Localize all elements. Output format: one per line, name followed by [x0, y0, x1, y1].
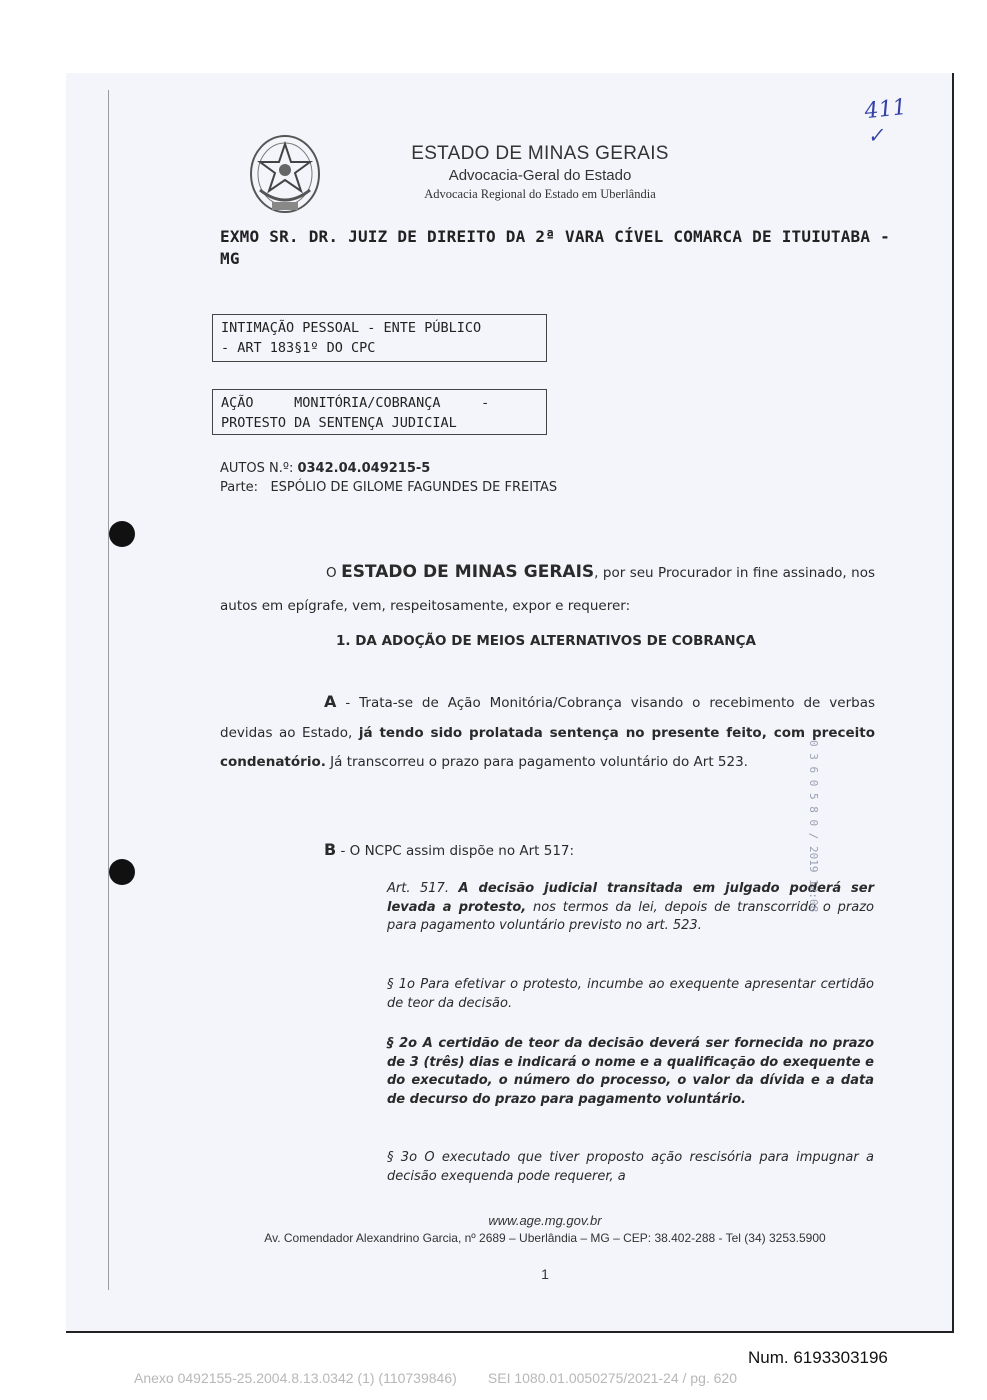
addressee: EXMO SR. DR. JUIZ DE DIREITO DA 2ª VARA CÍVEL COMARCA DE ITUIUTABA - MG — [220, 227, 890, 268]
intro-paragraph: O ESTADO DE MINAS GERAIS, por seu Procurador in fine assinado, nos autos em epígrafe, vem, respeitosamente, expor e requerer: — [220, 562, 875, 614]
paragraph-b: B - O NCPC assim dispõe no Art 517: — [324, 840, 575, 859]
parte-value: ESPÓLIO DE GILOME FAGUNDES DE FREITAS — [270, 480, 558, 495]
autos-number: 0342.04.049215-5 — [297, 461, 431, 476]
quote-paragraph-1: § 1o Para efetivar o protesto, incumbe ao exequente apresentar certidão de teor da decisão. — [387, 977, 874, 1011]
notice-box-line1: AÇÃO MONITÓRIA/COBRANÇA - — [221, 395, 490, 411]
section-title: 1. DA ADOÇÃO DE MEIOS ALTERNATIVOS DE COBRANÇA — [336, 633, 756, 649]
letterhead-agency: Advocacia-Geral do Estado — [448, 167, 632, 184]
notice-box-line2: PROTESTO DA SENTENÇA JUDICIAL — [221, 415, 457, 431]
state-coat-of-arms-icon — [246, 130, 324, 220]
punch-hole-top — [109, 521, 135, 547]
footer-address: Av. Comendador Alexandrino Garcia, nº 2689 – Uberlândia – MG – CEP: 38.402-288 - Tel (34) 3253.5900 — [264, 1231, 826, 1245]
handwritten-folio-number: 411 ✓ — [863, 94, 908, 149]
letterhead-regional: Advocacia Regional do Estado em Uberlândia — [424, 187, 656, 201]
side-protocol-stamp: 0 3 6 0 5 8 0 / 2019 12:08 — [807, 740, 820, 913]
quote-paragraph-2: § 2o A certidão de teor da decisão deverá ser fornecida no prazo de 3 (três) dias e indicará o nome e a qualificação do exequente e do executado, o número do processo, o valor da dívida e a data de decurso do prazo para pagamento voluntário. — [387, 1036, 874, 1107]
punch-hole-bottom — [109, 859, 135, 885]
intro-party: ESTADO DE MINAS GERAIS — [341, 562, 595, 582]
margin-line — [108, 90, 109, 1290]
paragraph-a-letter: A — [324, 692, 337, 711]
letterhead-state: ESTADO DE MINAS GERAIS — [411, 143, 669, 164]
notice-box-intimacao — [212, 314, 547, 362]
autos-label: AUTOS N.º: — [220, 461, 294, 476]
footer-website: www.age.mg.gov.br — [488, 1213, 602, 1228]
paragraph-b-letter: B — [324, 840, 337, 859]
letterhead — [380, 142, 700, 202]
parte-label: Parte: — [220, 480, 259, 495]
notice-box-line2: - ART 183§1º DO CPC — [221, 340, 376, 356]
paragraph-a: A - Trata-se de Ação Monitória/Cobrança visando o recebimento de verbas devidas ao Estado, já tendo sido prolatada sentença no presente feito, com preceito condenatório. Já transcorreu o prazo para pagamento voluntário do Art 523. — [220, 692, 875, 770]
notice-box-acao — [212, 389, 547, 435]
page-number: 1 — [541, 1266, 549, 1282]
quote-paragraph-3: § 3o O executado que tiver proposto ação rescisória para impugnar a decisão exequenda pode requerer, a — [387, 1150, 874, 1184]
document-num: Num. 6193303196 — [748, 1348, 888, 1367]
case-info — [220, 459, 557, 497]
annex-reference: Anexo 0492155-25.2004.8.13.0342 (1) (110739846) SEI 1080.01.0050275/2021-24 / pg. 620 — [134, 1370, 737, 1386]
notice-box-line1: INTIMAÇÃO PESSOAL - ENTE PÚBLICO — [221, 320, 482, 336]
quote-art-517: Art. 517. A decisão judicial transitada em julgado poderá ser levada a protesto, nos termos da lei, depois de transcorrido o prazo para pagamento voluntário previsto no art. 523. — [387, 881, 874, 933]
